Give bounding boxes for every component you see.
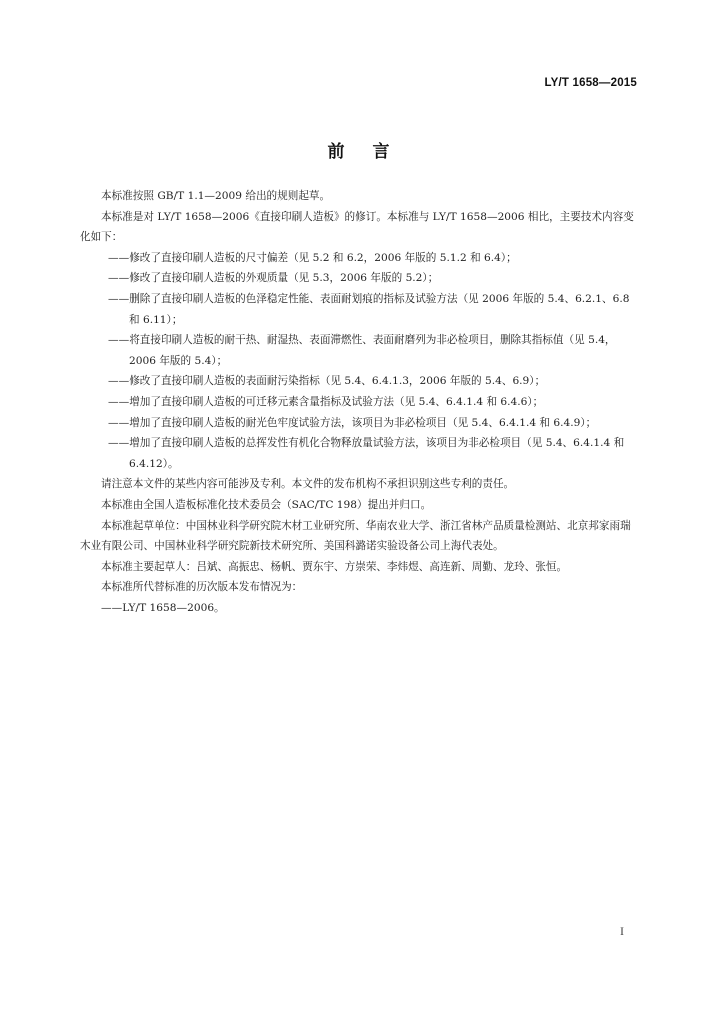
change-item: ——删除了直接印刷人造板的色泽稳定性能、表面耐划痕的指标及试验方法（见 2006 年版的 5.4、6.2.1、6.8 和 6.11）； bbox=[108, 292, 630, 326]
paragraph: 本标准按照 GB/T 1.1—2009 给出的规则起草。 bbox=[101, 190, 331, 202]
paragraph: 本标准主要起草人：吕斌、高振忠、杨帆、贾东宇、方崇荣、李炜煜、高连新、周勤、龙玲、张恒。 bbox=[101, 560, 568, 573]
change-item: ——增加了直接印刷人造板的耐光色牢度试验方法，该项目为非必检项目（见 5.4、6.4.1.4 和 6.4.9）； bbox=[108, 416, 597, 429]
change-item: ——修改了直接印刷人造板的外观质量（见 5.3，2006 年版的 5.2）； bbox=[108, 272, 439, 285]
change-item: ——修改了直接印刷人造板的尺寸偏差（见 5.2 和 6.2，2006 年版的 5.1.2 和 6.4）； bbox=[108, 251, 517, 264]
paragraph: 本标准由全国人造板标准化技术委员会（SAC/TC 198）提出并归口。 bbox=[101, 498, 432, 511]
change-item: ——增加了直接印刷人造板的总挥发性有机化合物释放量试验方法，该项目为非必检项目（见 5.4、6.4.1.4 和 6.4.12）。 bbox=[108, 437, 625, 470]
paragraph: 本标准所代替标准的历次版本发布情况为： bbox=[101, 581, 303, 594]
history-item: ——LY/T 1658—2006。 bbox=[101, 601, 225, 614]
paragraph: 本标准是对 LY/T 1658—2006《直接印刷人造板》的修订。本标准与 LY/T 1658—2006 相比，主要技术内容变化如下： bbox=[80, 210, 634, 244]
paragraph: 请注意本文件的某些内容可能涉及专利。本文件的发布机构不承担识别这些专利的责任。 bbox=[101, 478, 515, 491]
change-item: ——修改了直接印刷人造板的表面耐污染指标（见 5.4、6.4.1.3，2006 年版的 5.4、6.9）； bbox=[108, 375, 546, 388]
page-number: I bbox=[620, 924, 624, 938]
change-item: ——增加了直接印刷人造板的可迁移元素含量指标及试验方法（见 5.4、6.4.1.4 和 6.4.6）； bbox=[108, 395, 544, 408]
paragraph: 本标准起草单位：中国林业科学研究院木材工业研究所、华南农业大学、浙江省林产品质量检测站、北京邦家雨瑞木业有限公司、中国林业科学研究院新技术研究所、美国科潞诺实验设备公司上海代表处。 bbox=[80, 519, 631, 553]
page-title: 前言 bbox=[327, 142, 418, 162]
foreword-body bbox=[80, 186, 640, 618]
change-item: ——将直接印刷人造板的耐干热、耐湿热、表面滞燃性、表面耐磨列为非必检项目，删除其指标值（见 5.4，2006 年版的 5.4）； bbox=[108, 334, 616, 367]
standard-number-header: LY/T 1658—2015 bbox=[544, 77, 637, 89]
